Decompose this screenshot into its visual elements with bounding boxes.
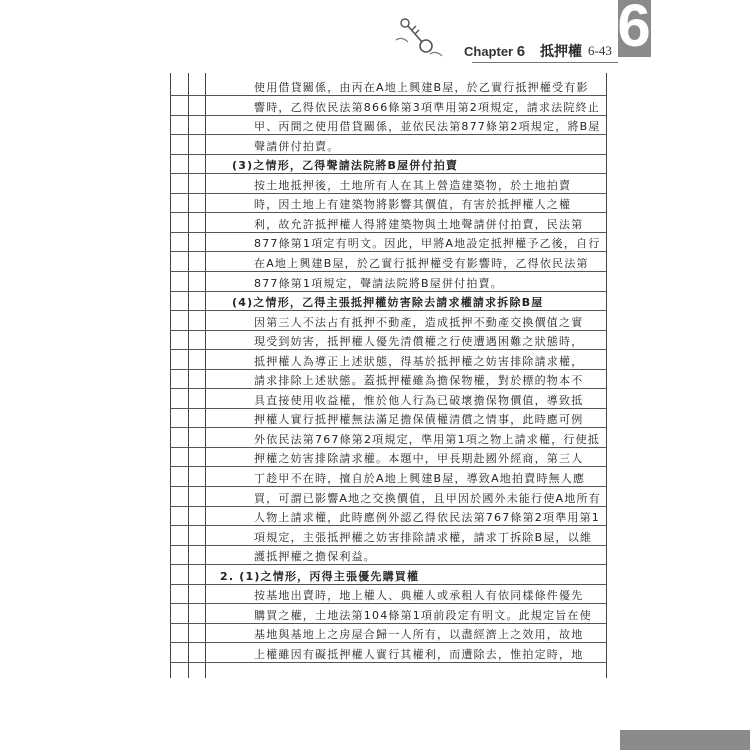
ruled-line bbox=[170, 232, 607, 233]
ruled-line bbox=[170, 506, 607, 507]
chapter-title: 抵押權 bbox=[540, 44, 582, 60]
ruled-line bbox=[170, 486, 607, 487]
ruled-line bbox=[170, 427, 607, 428]
text-line: 聲請併付拍賣。 bbox=[254, 139, 340, 153]
ruled-line bbox=[170, 193, 607, 194]
ruled-line bbox=[170, 310, 607, 311]
ruled-line bbox=[170, 623, 607, 624]
text-line: 外依民法第767條第2項規定，準用第1項之物上請求權，行使抵 bbox=[254, 432, 600, 446]
text-line: 按土地抵押後，土地所有人在其上營造建築物，於土地拍賣 bbox=[254, 178, 572, 192]
ruled-line bbox=[170, 330, 607, 331]
chapter-tab-digit: 6 bbox=[617, 0, 651, 59]
ruled-line bbox=[170, 603, 607, 604]
ruled-line bbox=[170, 134, 607, 135]
text-line: 基地與基地上之房屋合歸一人所有，以盡經濟上之效用，故地 bbox=[254, 628, 584, 642]
ruled-line bbox=[170, 388, 607, 389]
page-header bbox=[392, 0, 750, 60]
ruled-line bbox=[170, 466, 607, 467]
text-line: 具直接使用收益權，惟於他人行為已破壞擔保物價值，導致抵 bbox=[254, 393, 584, 407]
text-line: 因第三人不法占有抵押不動產，造成抵押不動產交換價值之實 bbox=[254, 315, 584, 329]
text-line: 丁趁甲不在時，擅自於A地上興建B屋，導致A地拍賣時無人應 bbox=[254, 472, 586, 485]
text-line: 在A地上興建B屋，於乙實行抵押權受有影響時，乙得依民法第 bbox=[254, 256, 589, 270]
answer-sheet bbox=[170, 73, 607, 678]
margin-line bbox=[170, 73, 171, 678]
text-line: 抵押權人為導正上述狀態，得基於抵押權之妨害排除請求權， bbox=[254, 354, 584, 368]
section-heading: 2. (1)之情形，丙得主張優先購買權 bbox=[220, 569, 420, 583]
text-line: 押權之妨害排除請求權。本題中，甲長期赴國外經商，第三人 bbox=[254, 452, 584, 466]
text-line: 使用借貸關係，由丙在A地上興建B屋，於乙實行抵押權受有影 bbox=[254, 81, 589, 94]
text-line: 押權人實行抵押權無法滿足擔保債權清償之情事，此時應可例 bbox=[254, 413, 584, 427]
text-line: 請求排除上述狀態。蓋抵押權雖為擔保物權，對於標的物本不 bbox=[254, 374, 584, 388]
ruled-line bbox=[170, 584, 607, 585]
text-line: 護抵押權之擔保利益。 bbox=[254, 550, 376, 564]
ruled-line bbox=[170, 408, 607, 409]
ruled-line bbox=[170, 173, 607, 174]
text-line: 甲、丙間之使用借貸關係，並依民法第877條第2項規定，將B屋 bbox=[254, 120, 601, 134]
chapter-label: Chapter 6 bbox=[464, 43, 526, 60]
ruled-line bbox=[170, 115, 607, 116]
ruled-line bbox=[170, 662, 607, 663]
text-line: 現受到妨害，抵押權人優先清償權之行使遭遇困難之狀態時， bbox=[254, 335, 584, 349]
page-tab bbox=[620, 730, 750, 750]
text-line: 購買之權，土地法第104條第1項前段定有明文。此規定旨在使 bbox=[254, 608, 592, 622]
ruled-line bbox=[170, 154, 607, 155]
ruled-line bbox=[170, 251, 607, 252]
key-icon bbox=[392, 16, 444, 60]
text-line: 響時，乙得依民法第866條第3項準用第2項規定，請求法院終止 bbox=[254, 100, 600, 114]
text-line: 時，因土地上有建築物將影響其價值，有害於抵押權人之權 bbox=[254, 198, 572, 212]
ruled-line bbox=[170, 545, 607, 546]
section-heading: (3)之情形，乙得聲請法院將B屋併付拍賣 bbox=[232, 159, 459, 173]
text-line: 利，故允許抵押權人得將建築物與土地聲請併付拍賣，民法第 bbox=[254, 217, 584, 231]
ruled-line bbox=[170, 349, 607, 350]
margin-line bbox=[188, 73, 189, 678]
ruled-line bbox=[170, 369, 607, 370]
text-line: 買，可謂已影響A地之交換價值，且甲因於國外未能行使A地所有 bbox=[254, 491, 601, 505]
text-line: 877條第1項定有明文。因此，甲將A地設定抵押權予乙後，自行 bbox=[254, 237, 601, 251]
text-line: 項規定，主張抵押權之妨害排除請求權，請求丁拆除B屋，以維 bbox=[254, 530, 593, 544]
page-number: 6-43 bbox=[588, 43, 612, 58]
ruled-line bbox=[170, 642, 607, 643]
ruled-line bbox=[170, 447, 607, 448]
margin-line bbox=[205, 73, 206, 678]
ruled-line bbox=[170, 95, 607, 96]
margin-line bbox=[606, 73, 607, 678]
ruled-line bbox=[170, 271, 607, 272]
text-line: 按基地出賣時，地上權人、典權人或承租人有依同樣條件優先 bbox=[254, 589, 584, 603]
section-heading: (4)之情形，乙得主張抵押權妨害除去請求權請求拆除B屋 bbox=[232, 296, 544, 310]
ruled-line bbox=[170, 525, 607, 526]
ruled-line bbox=[170, 564, 607, 565]
ruled-line bbox=[170, 212, 607, 213]
text-line: 877條第1項規定，聲請法院將B屋併付拍賣。 bbox=[254, 276, 503, 290]
ruled-line bbox=[170, 291, 607, 292]
text-line: 上權雖因有礙抵押權人實行其權利，而遭除去，惟拍定時，地 bbox=[254, 647, 584, 661]
header-divider bbox=[472, 62, 618, 63]
chapter-number: 6 bbox=[516, 43, 526, 60]
text-line: 人物上請求權，此時應例外認乙得依民法第767條第2項準用第1 bbox=[254, 511, 600, 525]
